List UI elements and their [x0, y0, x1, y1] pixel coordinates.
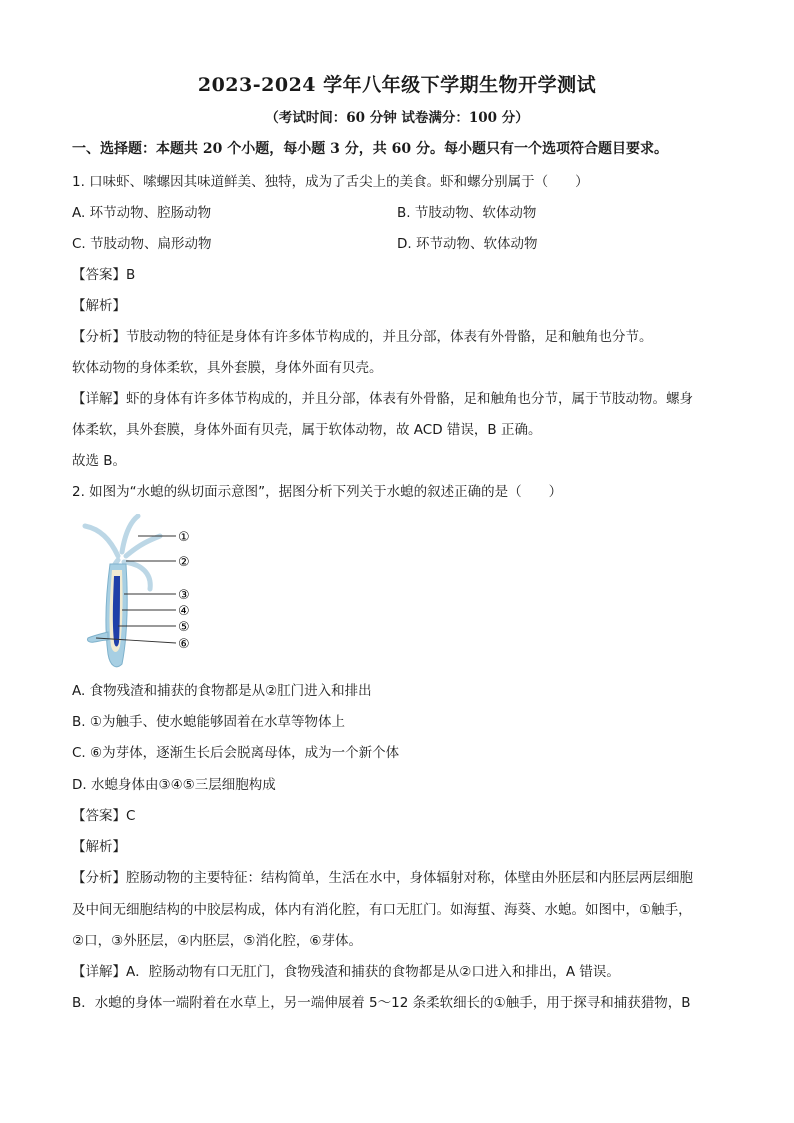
q2-option-d: D. 水螅身体由③④⑤三层细胞构成	[72, 777, 276, 793]
q2-stem: 2. 如图为“水螅的纵切面示意图”，据图分析下列关于水螅的叙述正确的是（ ）	[72, 484, 563, 500]
q2-option-c: C. ⑥为芽体，逐渐生长后会脱离母体，成为一个新个体	[72, 745, 400, 761]
figure-label-4: ④	[178, 604, 190, 619]
q1-analysis-label: 【解析】	[72, 298, 126, 314]
tentacle-left	[85, 526, 118, 556]
exam-info: （考试时间：60 分钟 试卷满分：100 分）	[265, 110, 529, 126]
tentacle-lower	[124, 562, 150, 589]
q1-detail-line-3: 故选 B。	[72, 453, 127, 469]
q2-answer: 【答案】C	[72, 808, 136, 824]
figure-label-5: ⑤	[178, 620, 190, 635]
q1-detail-line-1: 【详解】虾的身体有许多体节构成的，并且分部，体表有外骨骼，足和触角也分节，属于节肢动物。螺身	[72, 391, 693, 407]
q2-fenxi-line-3: ②口，③外胚层，④内胚层，⑤消化腔，⑥芽体。	[72, 933, 363, 949]
q1-option-c: C. 节肢动物、扁形动物	[72, 236, 212, 252]
q1-option-d: D. 环节动物、软体动物	[397, 236, 538, 252]
tentacle-right	[126, 536, 160, 556]
hydra-bud	[87, 632, 108, 642]
page-title: 2023-2024 学年八年级下学期生物开学测试	[197, 74, 597, 96]
q2-analysis-label: 【解析】	[72, 839, 126, 855]
q2-detail-line-2: B．水螅的身体一端附着在水草上，另一端伸展着 5～12 条柔软细长的①触手，用于探寻和捕获猎物，B	[72, 995, 691, 1011]
hydra-diagram	[80, 514, 210, 674]
q1-answer: 【答案】B	[72, 267, 136, 283]
q2-detail-line-1: 【详解】A．腔肠动物有口无肛门，食物残渣和捕获的食物都是从②口进入和排出，A 错误。	[72, 964, 620, 980]
figure-label-3: ③	[178, 588, 190, 603]
q2-fenxi-line-1: 【分析】腔肠动物的主要特征：结构简单，生活在水中，身体辐射对称，体壁由外胚层和内胚层两层细胞	[72, 870, 693, 886]
figure-label-1: ①	[178, 530, 190, 545]
figure-label-6: ⑥	[178, 637, 190, 652]
section-heading: 一、选择题：本题共 20 个小题，每小题 3 分，共 60 分。每小题只有一个选项符合题目要求。	[72, 141, 668, 157]
q2-option-b: B. ①为触手、使水螅能够固着在水草等物体上	[72, 714, 345, 730]
digestive-cavity	[113, 576, 120, 647]
q1-fenxi-line-1: 【分析】节肢动物的特征是身体有许多体节构成的，并且分部，体表有外骨骼，足和触角也分节。	[72, 329, 653, 345]
figure-label-2: ②	[178, 555, 190, 570]
q2-option-a: A. 食物残渣和捕获的食物都是从②肛门进入和排出	[72, 683, 372, 699]
q1-fenxi-line-2: 软体动物的身体柔软，具外套膜，身体外面有贝壳。	[72, 360, 383, 376]
q1-detail-line-2: 体柔软，具外套膜，身体外面有贝壳，属于软体动物，故 ACD 错误，B 正确。	[72, 422, 542, 438]
q1-option-a: A. 环节动物、腔肠动物	[72, 205, 212, 221]
q1-stem: 1. 口味虾、嗦螺因其味道鲜美、独特，成为了舌尖上的美食。虾和螺分别属于（ ）	[72, 174, 589, 190]
q1-option-b: B. 节肢动物、软体动物	[397, 205, 537, 221]
q2-fenxi-line-2: 及中间无细胞结构的中胶层构成，体内有消化腔，有口无肛门。如海蜇、海葵、水螅。如图中，①触手，	[72, 902, 692, 918]
